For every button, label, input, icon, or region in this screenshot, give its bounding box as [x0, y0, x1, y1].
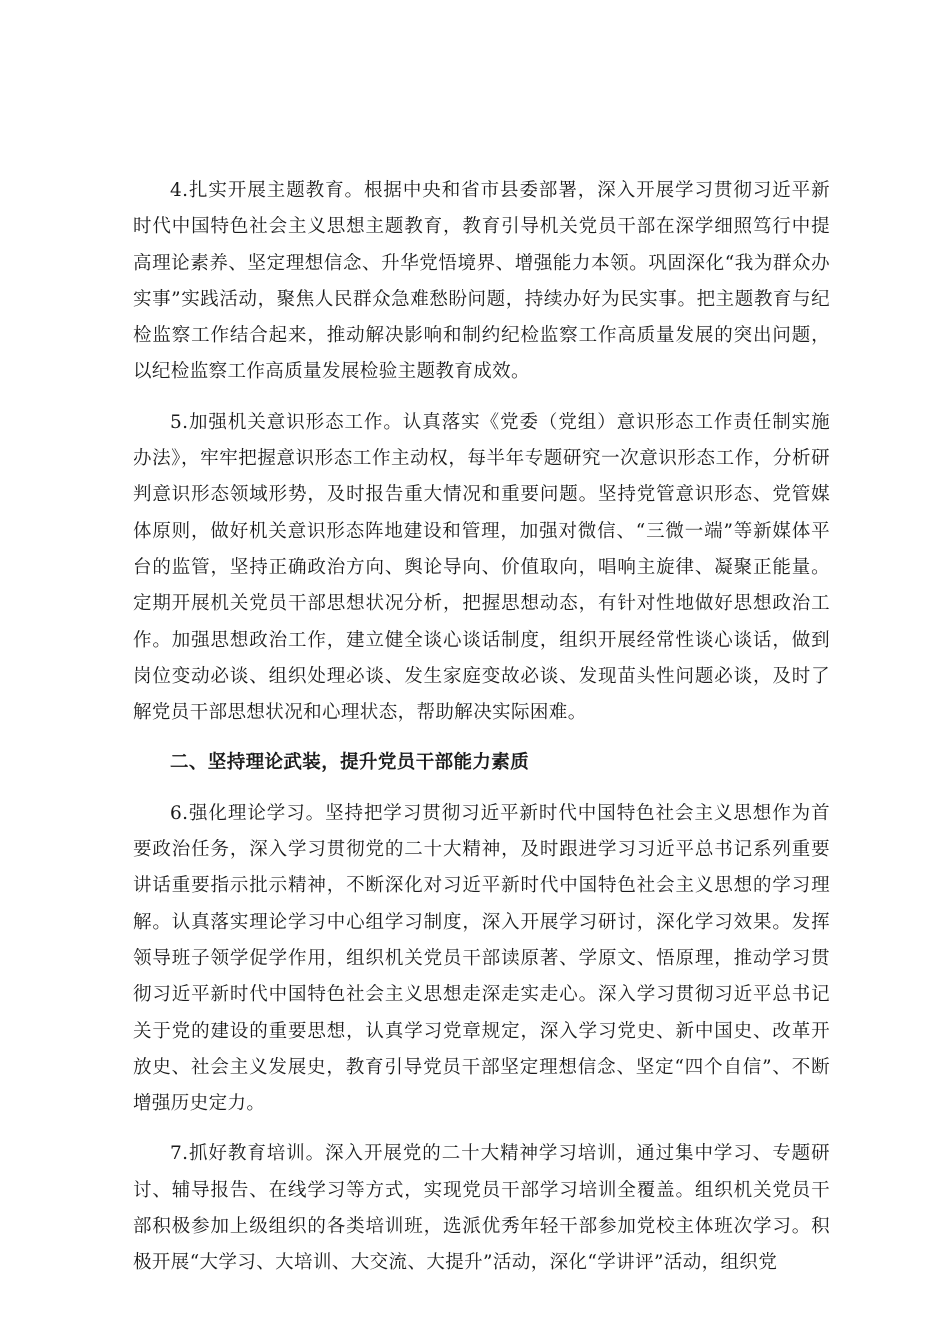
- section-heading: 二、坚持理论武装，提升党员干部能力素质: [170, 752, 530, 774]
- paragraph-item-6: 6.强化理论学习。坚持把学习贯彻习近平新时代中国特色社会主义思想作为首要政治任务，深入学习贯彻党的二十大精神，及时跟进学习习近平总书记系列重要讲话重要指示批示精神，不断深化对习近平新时代中国特色社会主义思想的学习理解。认真落实理论学习中心组学习制度，深入开展学习研讨，深化学习效果。发挥领导班子领学促学作用，组织机关党员干部读原著、学原文、悟原理，推动学习贯彻习近平新时代中国特色社会主义思想走深走实走心。深入学习贯彻习近平总书记关于党的建设的重要思想，认真学习党章规定，深入学习党史、新中国史、改革开放史、社会主义发展史，教育引导党员干部坚定理想信念、坚定“四个自信”、不断增强历史定力。: [133, 802, 830, 1115]
- document-body: [133, 173, 830, 1296]
- paragraph-item-4: 4.扎实开展主题教育。根据中央和省市县委部署，深入开展学习贯彻习近平新时代中国特色社会主义思想主题教育，教育引导机关党员干部在深学细照笃行中提高理论素养、坚定理想信念、升华党悟境界、增强能力本领。巩固深化“我为群众办实事”实践活动，聚焦人民群众急难愁盼问题，持续办好为民实事。把主题教育与纪检监察工作结合起来，推动解决影响和制约纪检监察工作高质量发展的突出问题，以纪检监察工作高质量发展检验主题教育成效。: [133, 180, 830, 383]
- paragraph-item-7: 7.抓好教育培训。深入开展党的二十大精神学习培训，通过集中学习、专题研讨、辅导报告、在线学习等方式，实现党员干部学习培训全覆盖。组织机关党员干部积极参加上级组织的各类培训班，选派优秀年轻干部参加党校主体班次学习。积极开展“大学习、大培训、大交流、大提升”活动，深化“学讲评”活动，组织党: [133, 1143, 830, 1274]
- paragraph-item-5: 5.加强机关意识形态工作。认真落实《党委（党组）意识形态工作责任制实施办法》，牢牢把握意识形态工作主动权，每半年专题研究一次意识形态工作，分析研判意识形态领域形势，及时报告重大情况和重要问题。坚持党管意识形态、党管媒体原则，做好机关意识形态阵地建设和管理，加强对微信、“三微一端”等新媒体平台的监管，坚持正确政治方向、舆论导向、价值取向，唱响主旋律、凝聚正能量。定期开展机关党员干部思想状况分析，把握思想动态，有针对性地做好思想政治工作。加强思想政治工作，建立健全谈心谈话制度，组织开展经常性谈心谈话，做到岗位变动必谈、组织处理必谈、发生家庭变故必谈、发现苗头性问题必谈，及时了解党员干部思想状况和心理状态，帮助解决实际困难。: [133, 411, 830, 724]
